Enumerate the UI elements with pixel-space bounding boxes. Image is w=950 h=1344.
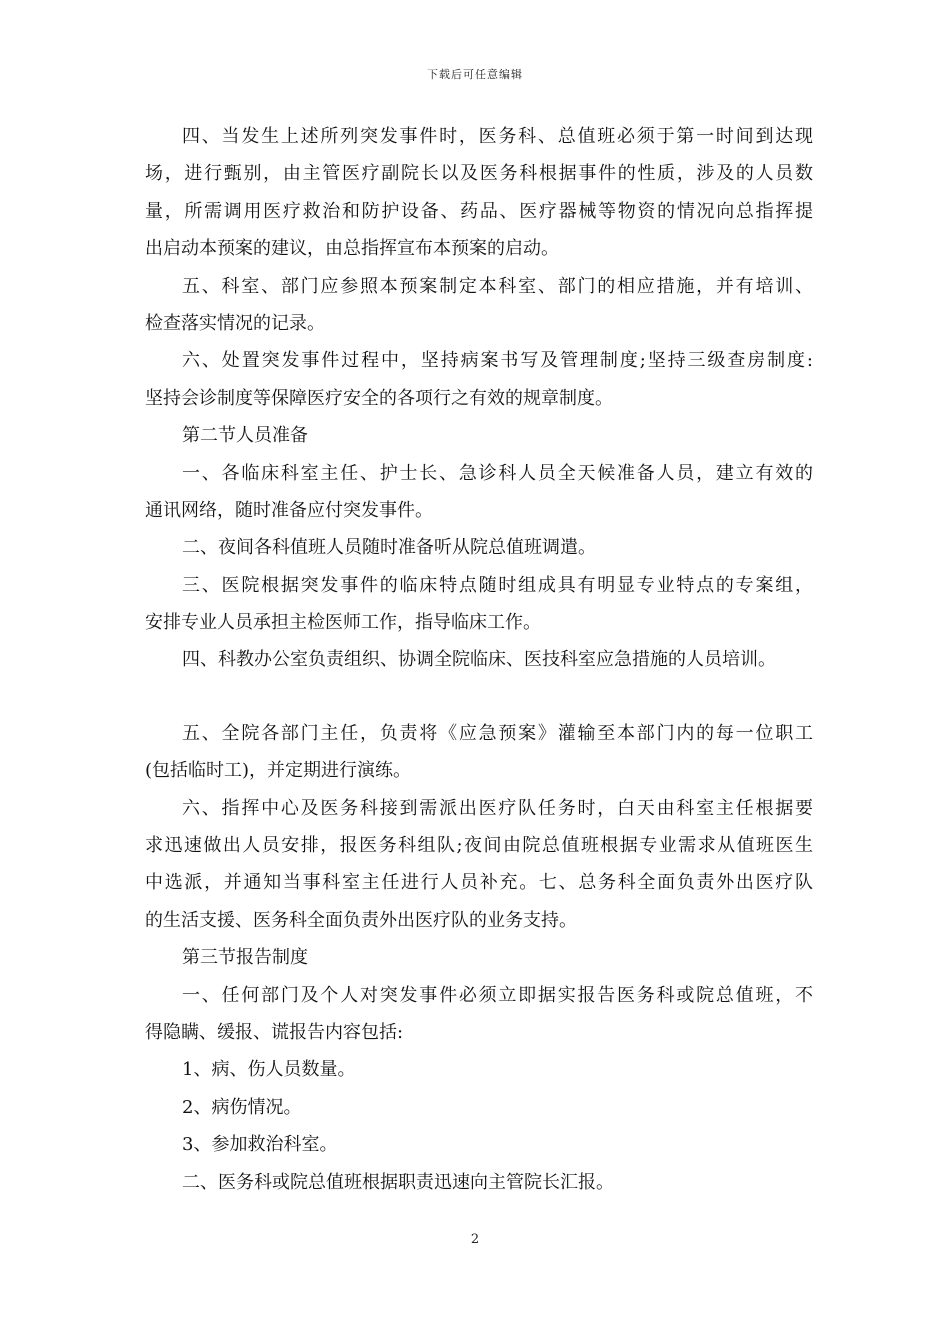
- paragraph-line: 一、各临床科室主任、护士长、急诊科人员全天候准备人员，建立有效的: [182, 462, 813, 484]
- document-body: [145, 118, 813, 1201]
- page-number: 2: [470, 1232, 480, 1247]
- paragraph-line: 五、全院各部门主任，负责将《应急预案》灌输至本部门内的每一位职工: [182, 722, 813, 744]
- paragraph-line: 五、科室、部门应参照本预案制定本科室、部门的相应措施，并有培训、: [182, 275, 813, 297]
- paragraph-line: 安排专业人员承担主检医师工作，指导临床工作。: [145, 612, 541, 634]
- paragraph-line: 六、指挥中心及医务科接到需派出医疗队任务时，白天由科室主任根据要: [182, 797, 813, 819]
- list-item: 2、病伤情况。: [182, 1096, 302, 1118]
- paragraph-line: 通讯网络，随时准备应付突发事件。: [145, 499, 433, 521]
- paragraph-line: 六、处置突发事件过程中，坚持病案书写及管理制度;坚持三级查房制度:: [182, 350, 813, 372]
- section-heading: 第三节报告制度: [182, 947, 308, 969]
- list-item: 1、病、伤人员数量。: [182, 1059, 356, 1081]
- section-heading: 第二节人员准备: [182, 425, 308, 447]
- paragraph-line: 一、任何部门及个人对突发事件必须立即据实报告医务科或院总值班，不: [182, 984, 813, 1006]
- paragraph-line: 的生活支援、医务科全面负责外出医疗队的业务支持。: [145, 909, 577, 931]
- paragraph-line: 二、夜间各科值班人员随时准备听从院总值班调遣。: [182, 537, 596, 559]
- paragraph-line: 得隐瞒、缓报、谎报告内容包括:: [145, 1021, 404, 1043]
- list-item: 3、参加救治科室。: [182, 1134, 338, 1156]
- paragraph-line: 四、科教办公室负责组织、协调全院临床、医技科室应急措施的人员培训。: [182, 649, 776, 671]
- paragraph-line: 场，进行甄别，由主管医疗副院长以及医务科根据事件的性质，涉及的人员数: [145, 163, 813, 185]
- paragraph-line: 出启动本预案的建议，由总指挥宣布本预案的启动。: [145, 238, 559, 260]
- blank-gap: [145, 679, 813, 715]
- paragraph-line: 二、医务科或院总值班根据职责迅速向主管院长汇报。: [182, 1171, 614, 1193]
- paragraph-line: (包括临时工)，并定期进行演练。: [145, 760, 412, 782]
- page-header: 下载后可任意编辑: [427, 68, 523, 81]
- paragraph-line: 求迅速做出人员安排，报医务科组队;夜间由院总值班根据专业需求从值班医生: [145, 835, 813, 857]
- paragraph-line: 检查落实情况的记录。: [145, 312, 325, 334]
- paragraph-line: 量，所需调用医疗救治和防护设备、药品、医疗器械等物资的情况向总指挥提: [145, 200, 813, 222]
- paragraph-line: 坚持会诊制度等保障医疗安全的各项行之有效的规章制度。: [145, 387, 613, 409]
- paragraph-line: 中选派，并通知当事科室主任进行人员补充。七、总务科全面负责外出医疗队: [145, 872, 813, 894]
- paragraph-line: 四、当发生上述所列突发事件时，医务科、总值班必须于第一时间到达现: [182, 126, 813, 147]
- paragraph-line: 三、医院根据突发事件的临床特点随时组成具有明显专业特点的专案组，: [182, 574, 813, 596]
